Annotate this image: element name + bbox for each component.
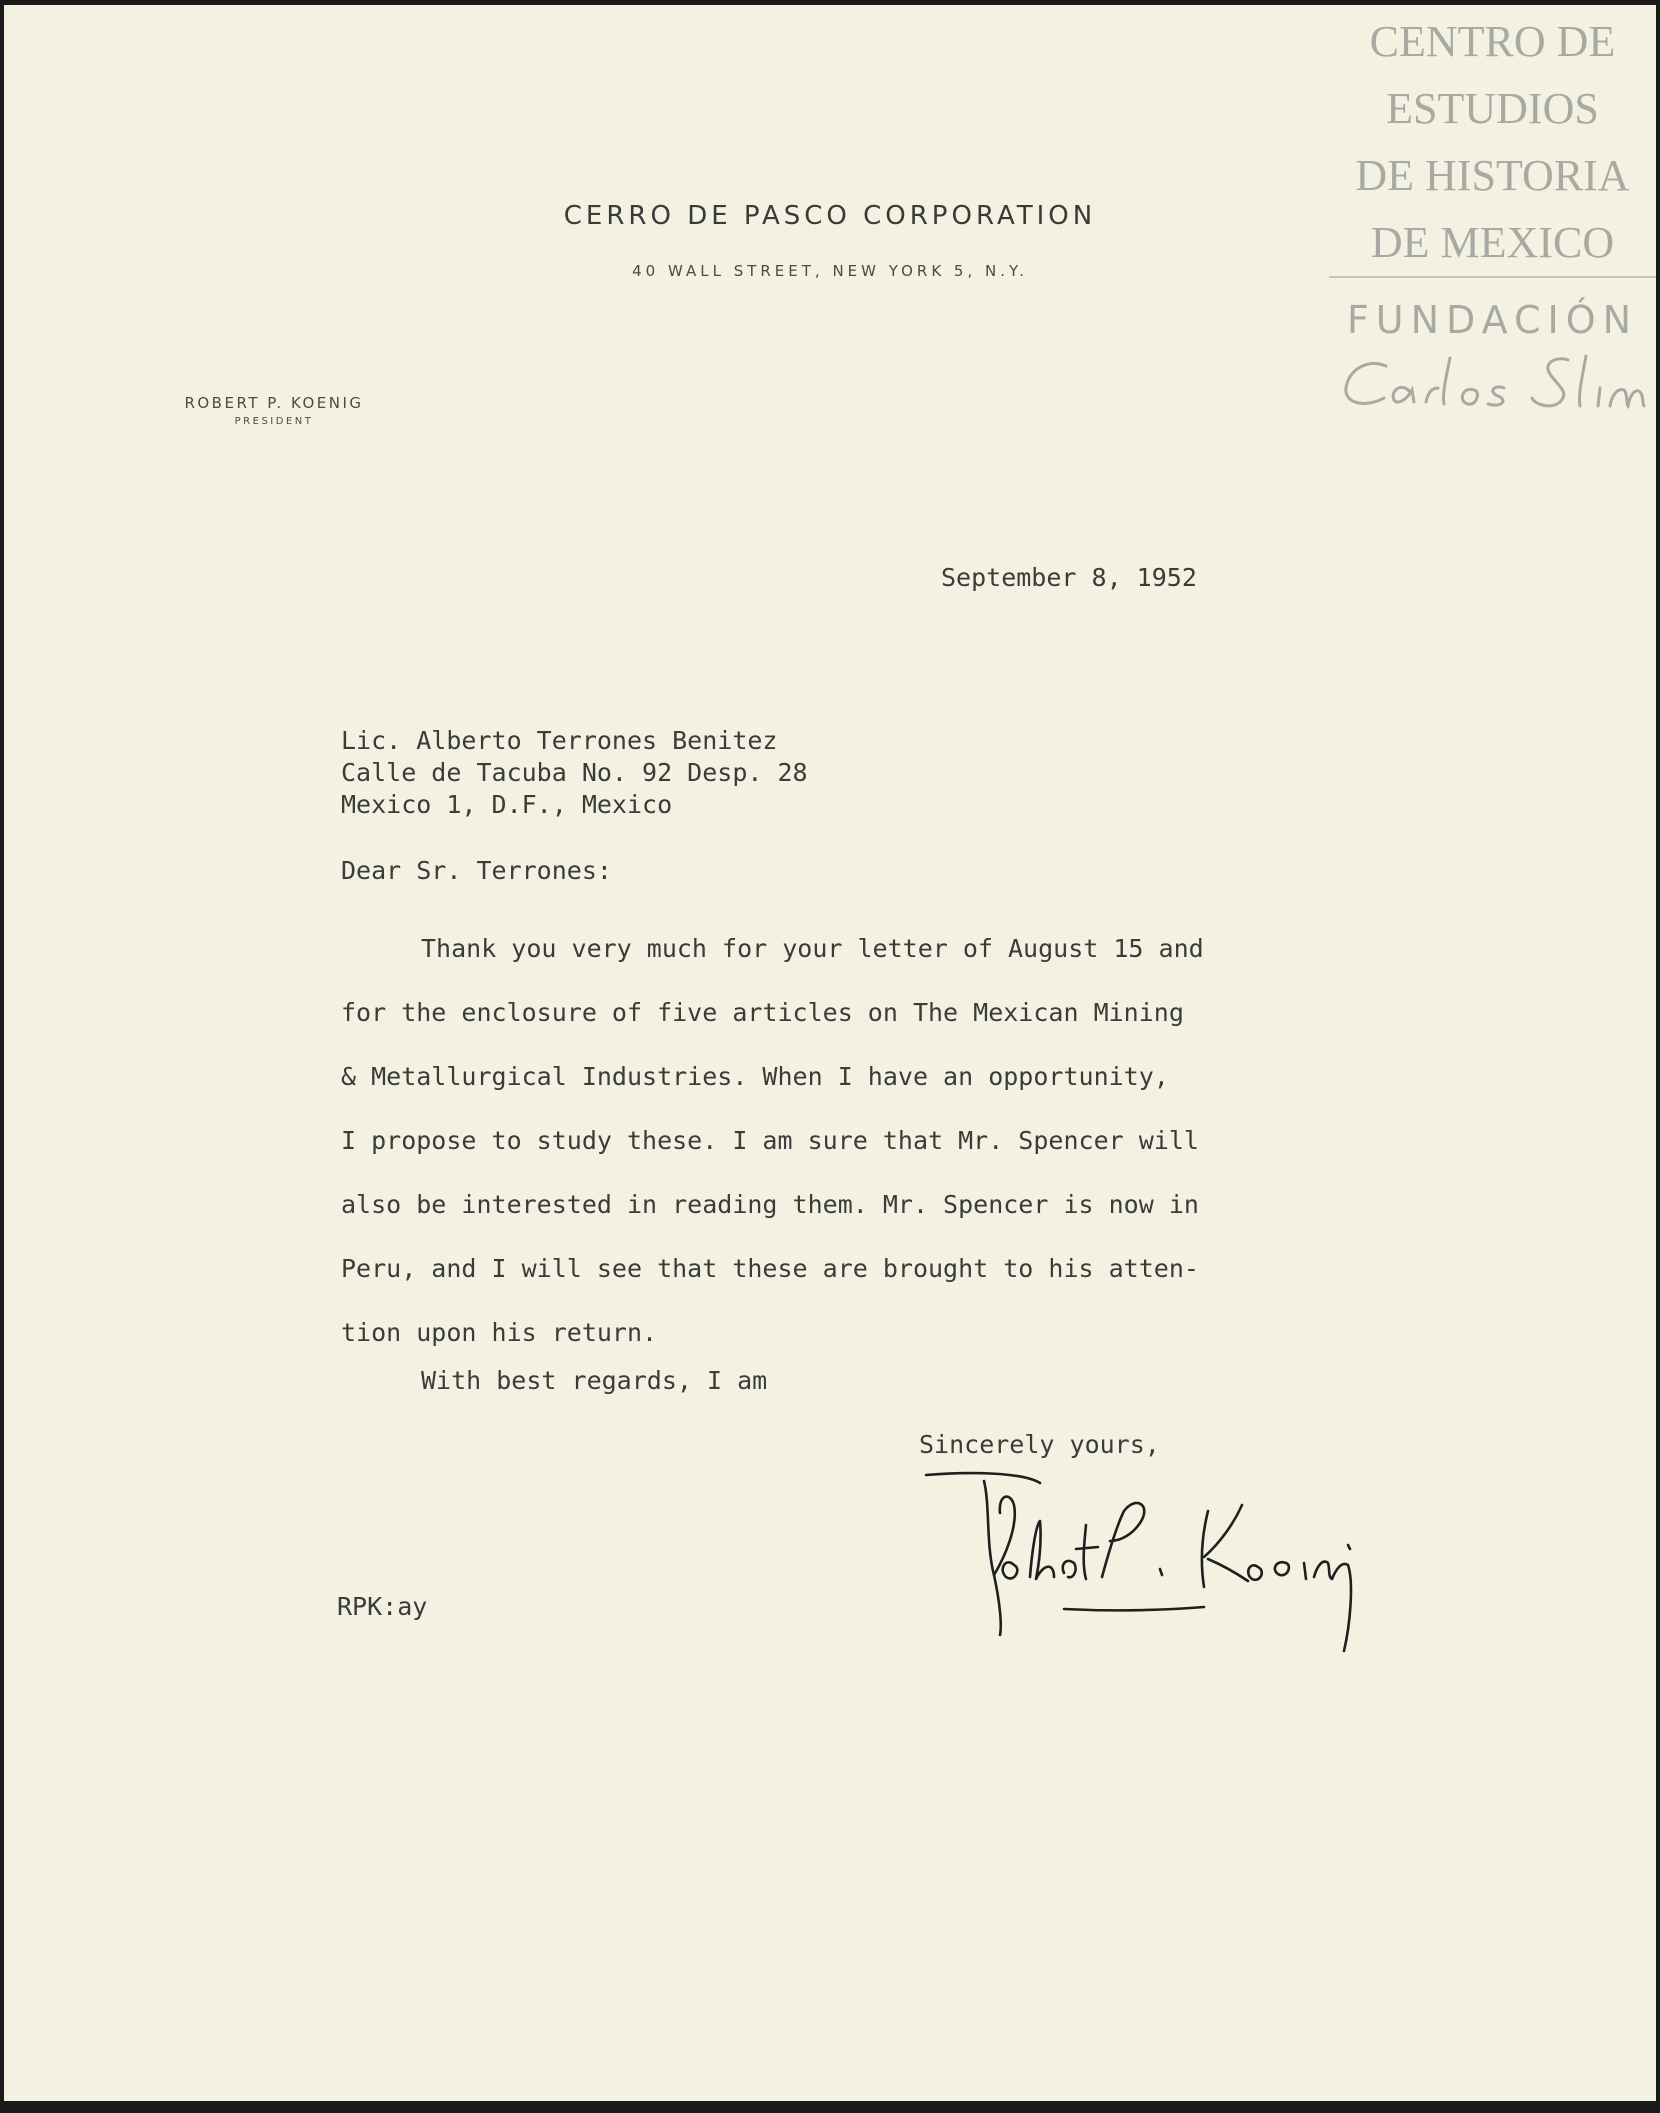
letter-page	[4, 5, 1656, 2101]
recipient-line: Lic. Alberto Terrones Benitez	[341, 726, 778, 755]
body-line: also be interested in reading them. Mr. Spencer is now in	[341, 1190, 1199, 1219]
stamp-org-line: ESTUDIOS	[1386, 84, 1599, 133]
stamp-divider	[1329, 276, 1656, 278]
company-name: CERRO DE PASCO CORPORATION	[563, 201, 1097, 231]
body-line: Thank you very much for your letter of August 15 and	[421, 934, 1204, 963]
body-line: Peru, and I will see that these are brought to his atten-	[341, 1254, 1199, 1283]
body-line: for the enclosure of five articles on The Mexican Mining	[341, 998, 1184, 1027]
stamp-org-line: CENTRO DE	[1369, 17, 1616, 66]
stamp-foundation: FUNDACIÓN	[1346, 298, 1639, 342]
officer-block	[144, 394, 404, 427]
body-line: I propose to study these. I am sure that Mr. Spencer will	[341, 1126, 1199, 1155]
stamp-org-line: DE MEXICO	[1370, 218, 1615, 267]
archive-stamp	[1329, 5, 1656, 418]
stamp-org-line: DE HISTORIA	[1355, 151, 1630, 200]
officer-title: PRESIDENT	[234, 416, 314, 427]
recipient-line: Mexico 1, D.F., Mexico	[341, 790, 673, 819]
letter-date: September 8, 1952	[941, 563, 1197, 592]
closing: Sincerely yours,	[919, 1430, 1160, 1459]
officer-name: ROBERT P. KOENIG	[184, 394, 364, 412]
stamp-signature-logo	[1338, 348, 1648, 418]
body-line: tion upon his return.	[341, 1318, 658, 1347]
closing-line: With best regards, I am	[421, 1366, 768, 1395]
letter-body	[341, 917, 1204, 1365]
page-edge-mark	[669, 2098, 679, 2101]
recipient-address	[341, 725, 808, 821]
body-line: & Metallurgical Industries. When I have an opportunity,	[341, 1062, 1169, 1091]
handwritten-signature	[914, 1465, 1374, 1685]
company-address: 40 WALL STREET, NEW YORK 5, N.Y.	[632, 262, 1028, 280]
recipient-line: Calle de Tacuba No. 92 Desp. 28	[341, 758, 808, 787]
typist-initials: RPK:ay	[337, 1592, 428, 1621]
salutation: Dear Sr. Terrones:	[341, 856, 612, 885]
